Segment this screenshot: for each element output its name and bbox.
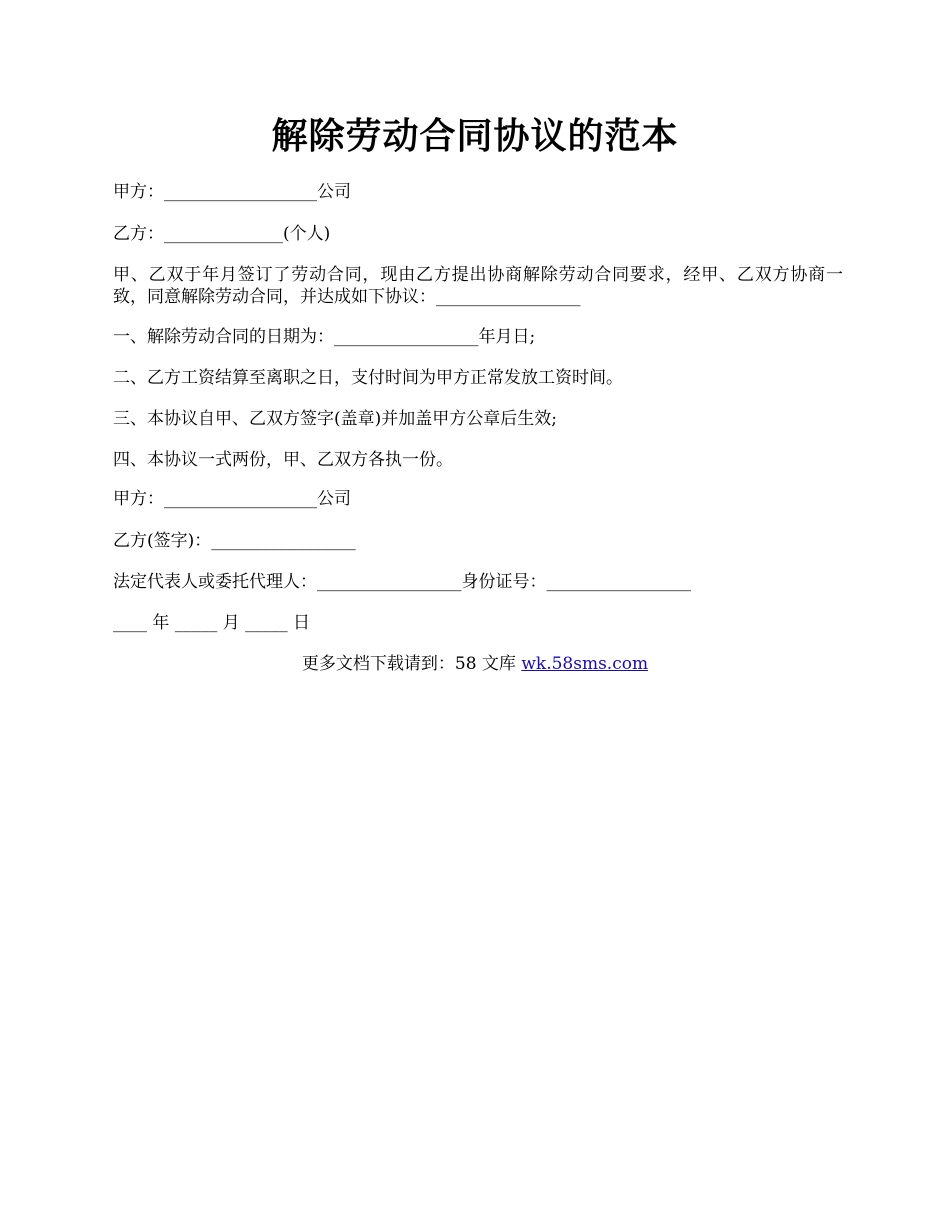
sign-party-a-line: 甲方：__________________公司 xyxy=(113,489,351,509)
footer-text: 更多文档下载请到：58 文库 xyxy=(301,654,522,674)
party-a-line: 甲方：__________________公司 xyxy=(113,182,351,202)
clause-3: 三、本协议自甲、乙双方签字(盖章)并加盖甲方公章后生效; xyxy=(113,409,557,429)
party-b-line: 乙方：______________(个人) xyxy=(113,224,331,244)
date-line: ____ 年 _____ 月 _____ 日 xyxy=(113,613,311,633)
footer xyxy=(0,653,950,675)
representative-line: 法定代表人或委托代理人：_________________身份证号：_________________ xyxy=(113,572,691,592)
clause-4: 四、本协议一式两份，甲、乙双方各执一份。 xyxy=(113,450,453,470)
sign-party-b-line: 乙方(签字)：_________________ xyxy=(113,531,356,551)
intro-paragraph: 甲、乙双于年月签订了劳动合同，现由乙方提出协商解除劳动合同要求，经甲、乙双方协商一致，同意解除劳动合同，并达成如下协议：_________________ xyxy=(113,265,843,307)
document-title: 解除劳动合同协议的范本 xyxy=(271,115,679,157)
footer-link[interactable]: wk.58sms.com xyxy=(521,654,649,674)
clause-1: 一、解除劳动合同的日期为：_________________年月日; xyxy=(113,327,536,347)
clause-2: 二、乙方工资结算至离职之日，支付时间为甲方正常发放工资时间。 xyxy=(113,368,623,388)
